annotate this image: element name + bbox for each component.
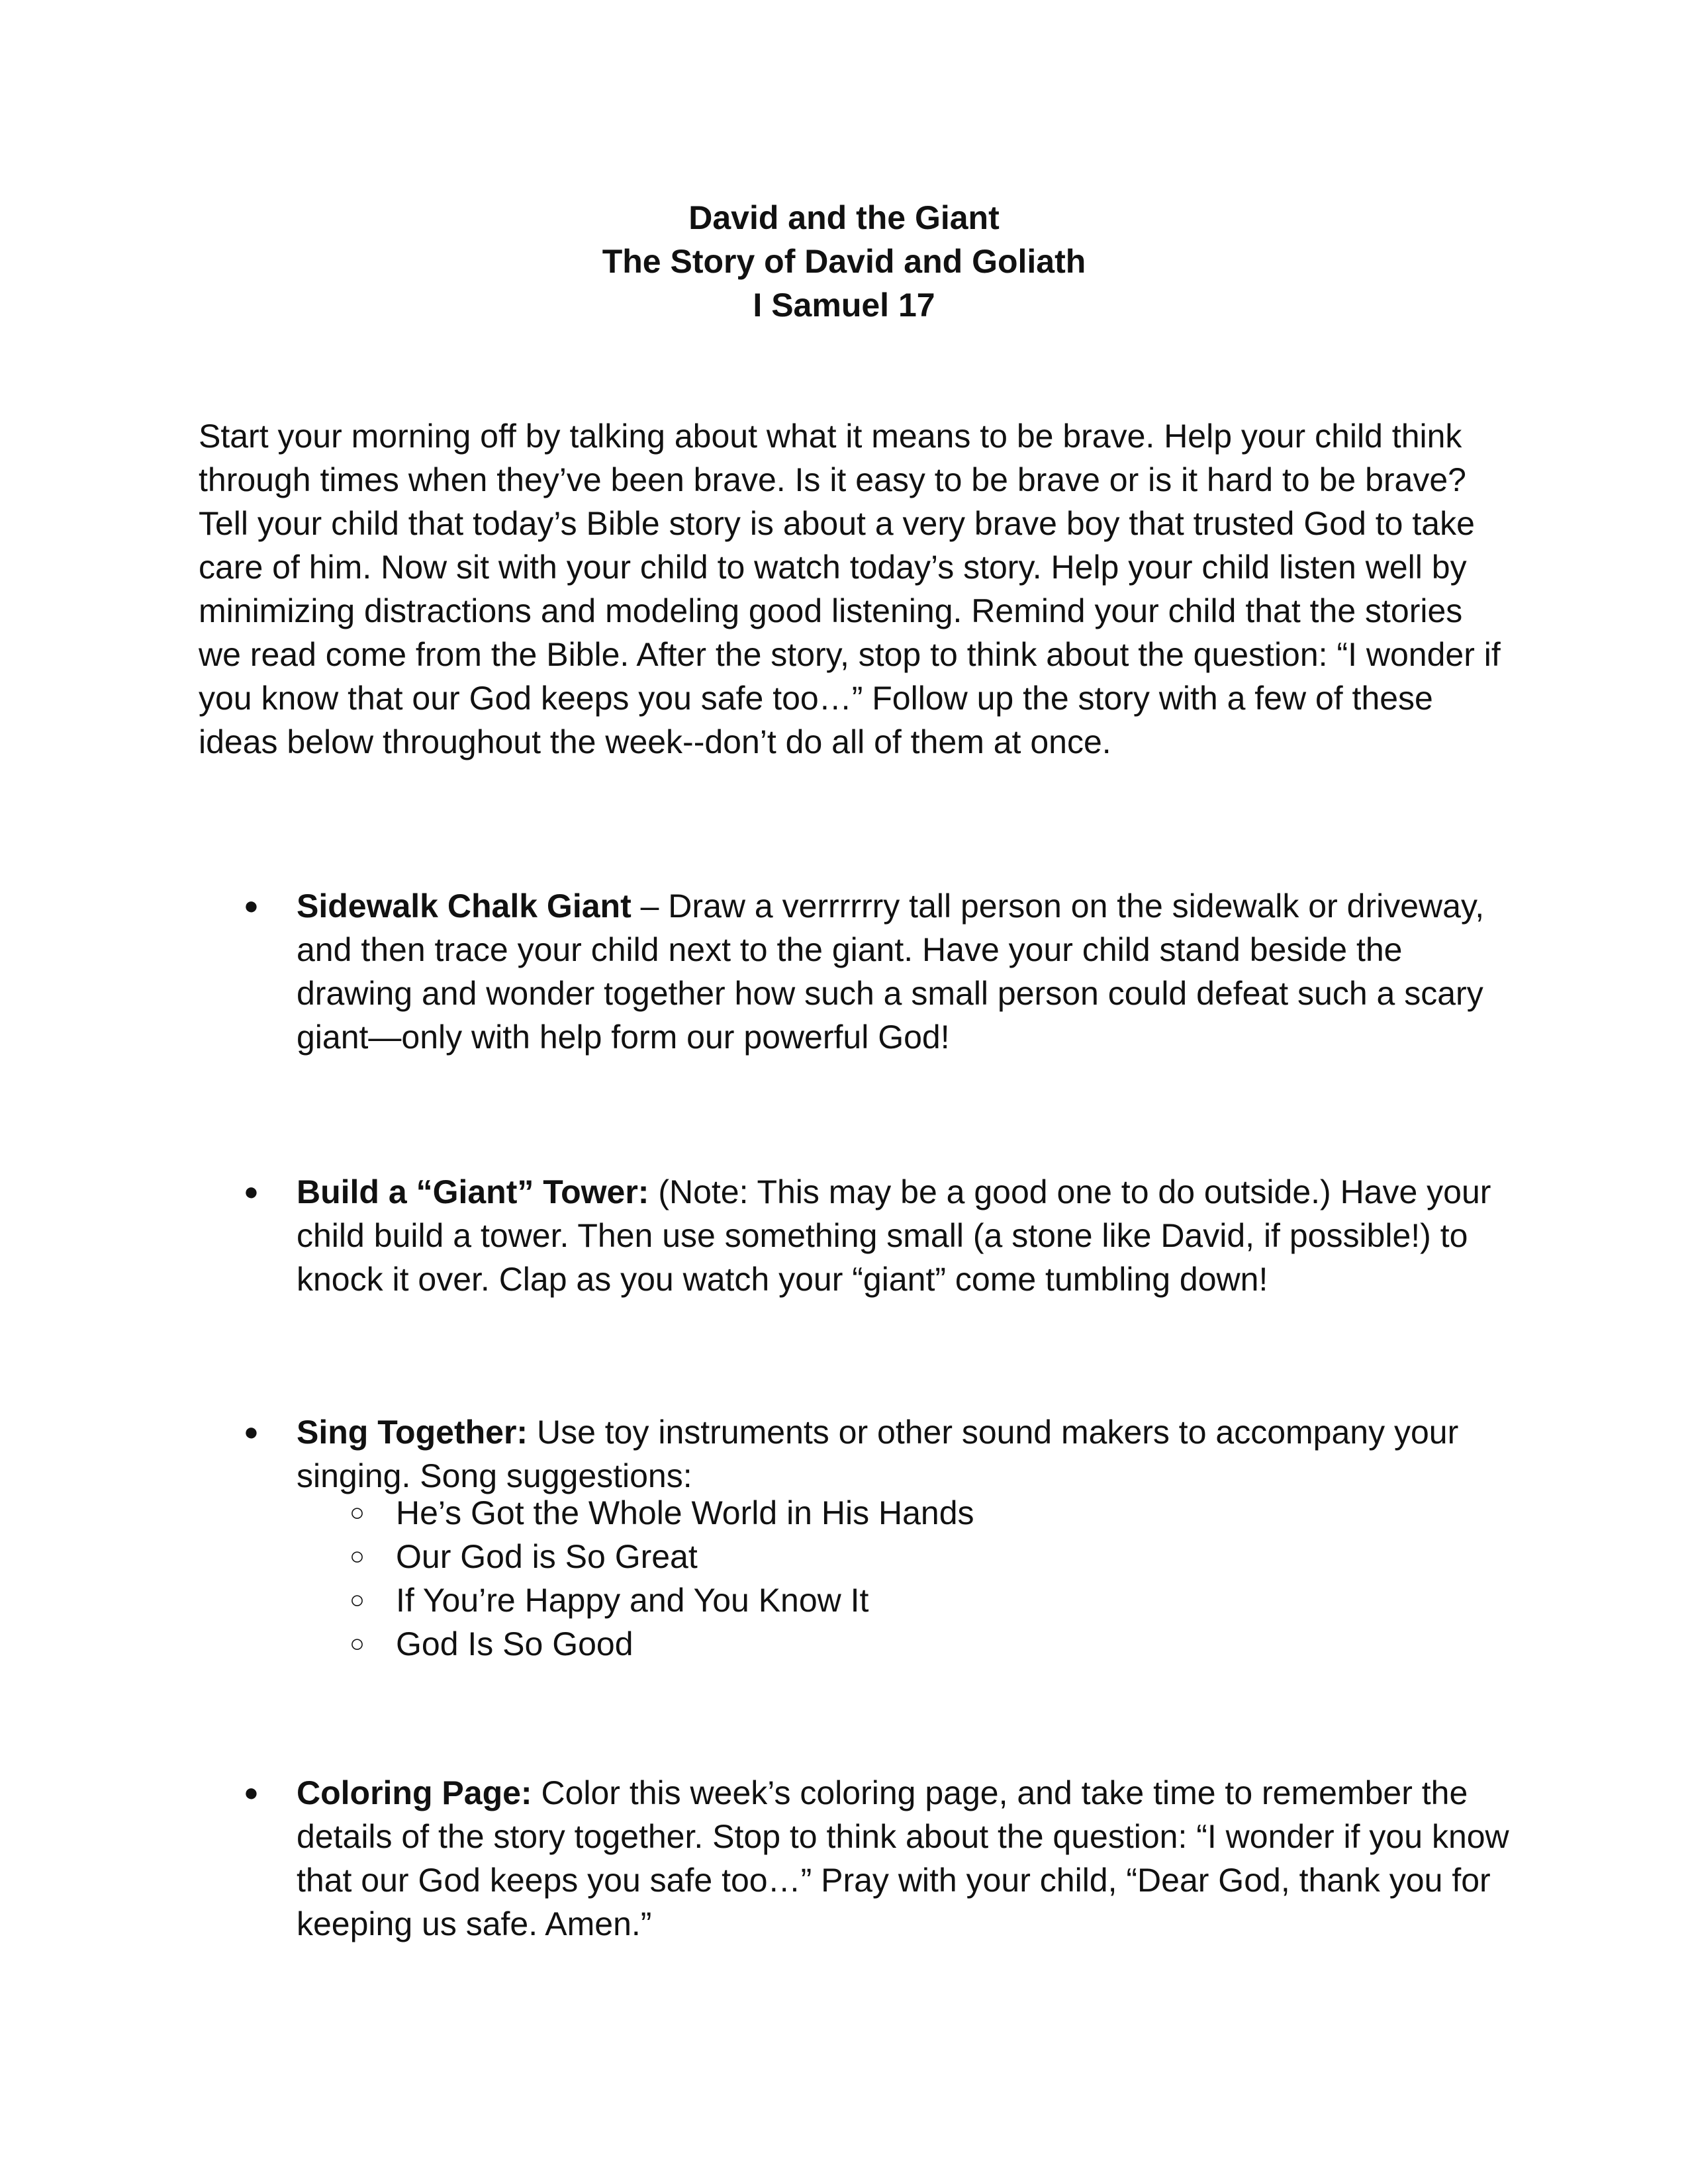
song-title: God Is So Good [396, 1625, 633, 1662]
activity-description [244, 1410, 1521, 1498]
activity-text: – Draw a verrrrrry tall person on the sidewalk or driveway, and then trace your child next to the giant. Have your child stand beside the drawing and wonder together how such a small person could defeat such a scary giant—only with help form our powerful God! [297, 887, 1485, 1056]
activity-text: Color this week’s coloring page, and take time to remember the details of the story together. Stop to think about the question: “I wonder if you know that our God keeps you safe too…” Pray with your child, “Dear God, thank you for keeping us safe. Amen.” [297, 1774, 1509, 1942]
song-title: If You’re Happy and You Know It [396, 1582, 869, 1619]
song-list [297, 1491, 1521, 1666]
song-item [297, 1491, 1521, 1535]
intro-paragraph: Start your morning off by talking about what it means to be brave. Help your child think through times when they’ve been brave. Is it easy to be brave or is it hard to be brave? Tell your child that today’s Bible story is about a very brave boy that trusted God to take care of him. Now sit with your child to watch today’s story. Help your child listen well by minimizing distractions and modeling good listening. Remind your child that the stories we read come from the Bible. After the story, stop to think about the question: “I wonder if you know that our God keeps you safe too…” Follow up the story with a few of these ideas below throughout the week--don’t do all of them at once. [199, 418, 1501, 760]
activity-sidewalk-chalk-giant [244, 884, 1521, 1059]
document-subtitle: The Story of David and Goliath [602, 243, 1086, 280]
activity-text: (Note: This may be a good one to do outside.) Have your child build a tower. Then use something small (a stone like David, if possible!) to knock it over. Clap as you watch your “giant” come tumbling down! [297, 1173, 1491, 1298]
activity-coloring-page [244, 1771, 1521, 1946]
activity-label: Sidewalk Chalk Giant [297, 887, 632, 925]
activity-text: Use toy instruments or other sound makers to accompany your singing. Song suggestions: [297, 1414, 1459, 1494]
circle-bullet-icon: ○ [350, 1543, 365, 1570]
circle-bullet-icon: ○ [350, 1586, 365, 1614]
activity-label: Build a “Giant” Tower: [297, 1173, 649, 1210]
song-title: He’s Got the Whole World in His Hands [396, 1494, 974, 1531]
activity-label: Coloring Page: [297, 1774, 532, 1811]
title-block [0, 196, 1688, 327]
activity-build-giant-tower [244, 1170, 1521, 1301]
circle-bullet-icon: ○ [350, 1630, 365, 1658]
circle-bullet-icon: ○ [350, 1499, 365, 1527]
bullet-icon: ● [244, 1178, 259, 1206]
song-item [297, 1622, 1521, 1666]
song-title: Our God is So Great [396, 1538, 698, 1575]
document-title: David and the Giant [688, 199, 1000, 236]
activity-label: Sing Together: [297, 1414, 528, 1451]
bullet-icon: ● [244, 892, 259, 920]
activity-sing-together [244, 1410, 1521, 1672]
song-item [297, 1578, 1521, 1622]
bullet-icon: ● [244, 1418, 259, 1446]
bullet-icon: ● [244, 1779, 259, 1807]
scripture-reference: I Samuel 17 [753, 287, 935, 324]
song-item [297, 1535, 1521, 1578]
